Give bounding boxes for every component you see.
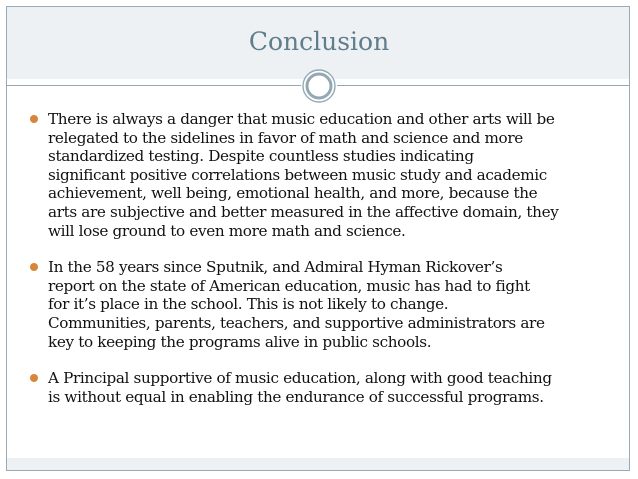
bullet-dot-icon (30, 263, 38, 271)
bullet-line: arts are subjective and better measured in the affective domain, they (48, 202, 559, 221)
slide-title: Conclusion (248, 27, 390, 56)
bullet-line: for it’s place in the school. This is not likely to change. (48, 295, 449, 314)
bullet-dot-icon (30, 374, 38, 382)
bullet-line: significant positive correlations between music study and academic (48, 165, 547, 184)
bullet-line: In the 58 years since Sputnik, and Admiral Hyman Rickover’s (48, 258, 503, 277)
bullet-line: report on the state of American education, music has had to fight (48, 276, 530, 295)
bullet-item (30, 110, 620, 240)
double-ring-icon (301, 68, 337, 104)
bullet-line: Communities, parents, teachers, and supportive administrators are (48, 313, 545, 332)
title-divider-left (7, 85, 301, 86)
bullet-line: standardized testing. Despite countless studies indicating (48, 147, 474, 166)
bullet-item (30, 369, 620, 406)
bullet-line: achievement, well being, emotional health, and more, because the (48, 184, 538, 203)
bullet-item (30, 258, 620, 351)
bullet-list (30, 110, 620, 424)
bottom-band (7, 458, 629, 470)
title-divider-right (337, 85, 629, 86)
bullet-line: There is always a danger that music education and other arts will be (48, 110, 555, 128)
bullet-dot-icon (30, 115, 38, 123)
bullet-line: relegated to the sidelines in favor of math and science and more (48, 128, 523, 147)
bullet-line: will lose ground to even more math and science. (48, 221, 406, 240)
bullet-line: A Principal supportive of music education, along with good teaching (48, 369, 552, 388)
bullet-line: is without equal in enabling the endurance of successful programs. (48, 387, 544, 406)
bullet-line: key to keeping the programs alive in public schools. (48, 332, 432, 351)
